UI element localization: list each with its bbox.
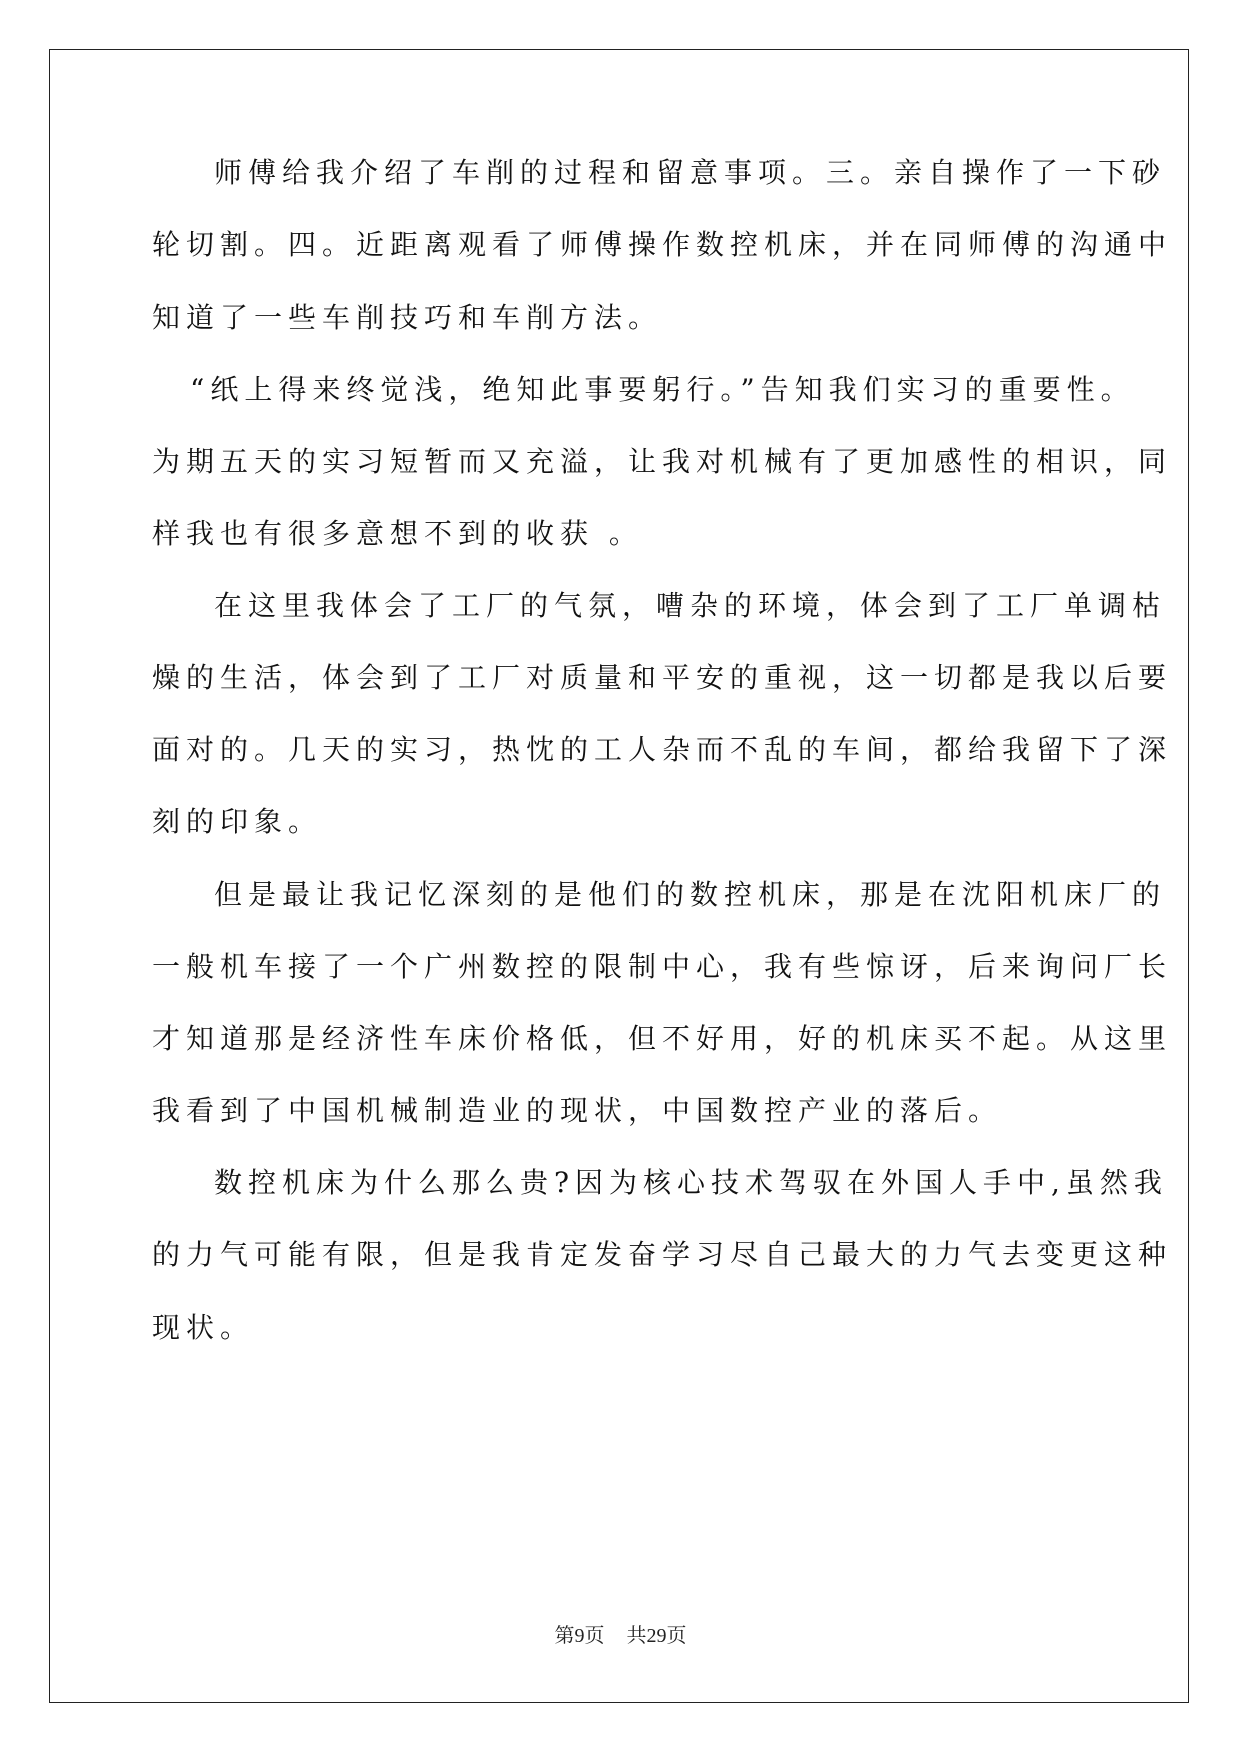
paragraph-3-line-3: 面对的。几天的实习，热忱的工人杂而不乱的车间，都给我留下了深: [152, 733, 1173, 766]
paragraph-4-line-4: 我看到了中国机械制造业的现状，中国数控产业的落后。: [152, 1094, 1003, 1127]
paragraph-4-line-2: 一般机车接了一个广州数控的限制中心，我有些惊讶，后来询问厂长: [152, 950, 1173, 983]
paragraph-1-line-1: 师傅给我介绍了车削的过程和留意事项。三。亲自操作了一下砂: [214, 156, 1167, 189]
paragraph-2-line-2: 为期五天的实习短暂而又充溢，让我对机械有了更加感性的相识，同: [152, 445, 1173, 478]
paragraph-3-line-4: 刻的印象。: [152, 805, 323, 838]
paragraph-2-line-3: 样我也有很多意想不到的收获 。: [152, 517, 643, 550]
paragraph-1-line-3: 知道了一些车削技巧和车削方法。: [152, 301, 663, 334]
page-number: 第9页: [554, 1625, 605, 1647]
paragraph-5-line-3: 现状。: [152, 1311, 255, 1344]
paragraph-5-line-2: 的力气可能有限，但是我肯定发奋学习尽自己最大的力气去变更这种: [152, 1238, 1173, 1271]
paragraph-2-line-1: “纸上得来终觉浅，绝知此事要躬行。”告知我们实习的重要性。: [190, 373, 1135, 406]
paragraph-4-line-1: 但是最让我记忆深刻的是他们的数控机床，那是在沈阳机床厂的: [214, 878, 1167, 911]
paragraph-3-line-1: 在这里我体会了工厂的气氛，嘈杂的环境，体会到了工厂单调枯: [214, 589, 1167, 622]
paragraph-5-line-1: 数控机床为什么那么贵?因为核心技术驾驭在外国人手中,虽然我: [214, 1166, 1168, 1199]
paragraph-4-line-3: 才知道那是经济性车床价格低，但不好用，好的机床买不起。从这里: [152, 1022, 1173, 1055]
paragraph-3-line-2: 燥的生活，体会到了工厂对质量和平安的重视，这一切都是我以后要: [152, 661, 1173, 694]
page-total: 共29页: [626, 1625, 687, 1647]
page-footer: [0, 1624, 1241, 1648]
paragraph-1-line-2: 轮切割。四。近距离观看了师傅操作数控机床，并在同师傅的沟通中: [152, 228, 1173, 261]
